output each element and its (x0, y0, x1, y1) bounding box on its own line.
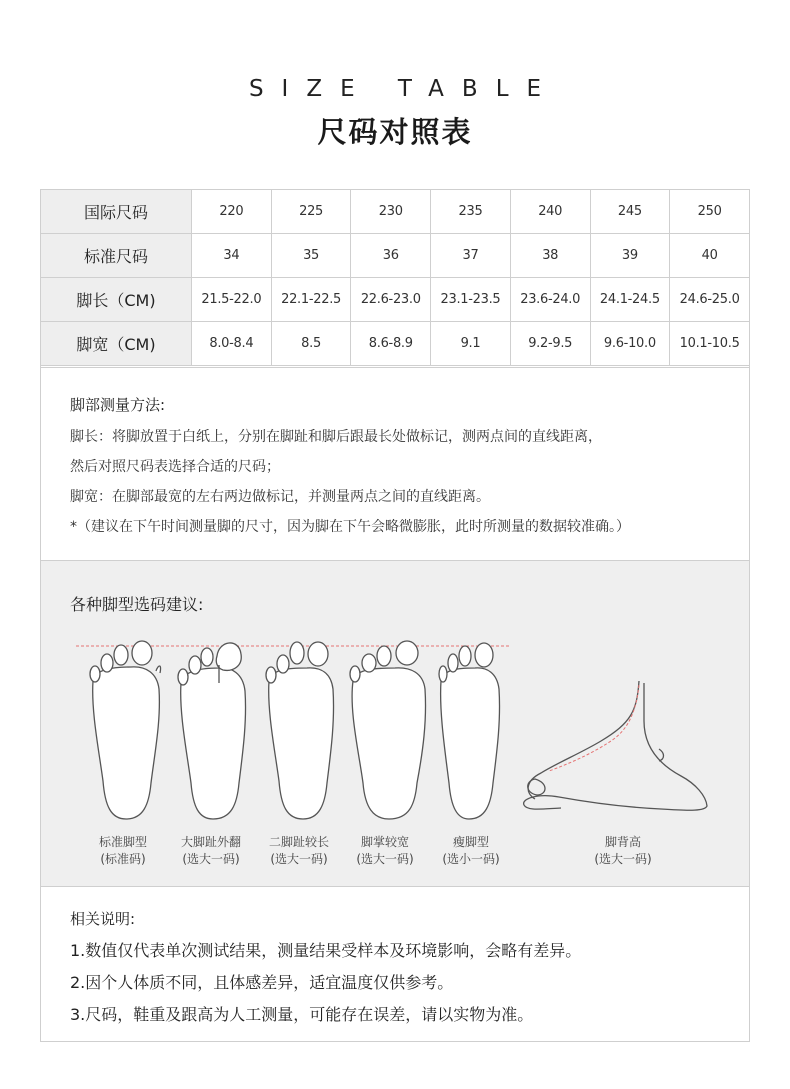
standard-foot-icon (90, 641, 161, 819)
foot-type-advice: (选大一码) (182, 852, 240, 866)
foot-type-name: 二脚趾较长 (268, 835, 329, 849)
size-cell: 8.6-8.9 (351, 322, 431, 366)
page-title-en: SIZE TABLE (248, 76, 560, 102)
size-cell: 23.1-23.5 (431, 278, 511, 322)
measure-line: *（建议在下午时间测量脚的尺寸，因为脚在下午会略微膨胀，此时所测量的数据较准确。） (70, 519, 630, 535)
size-cell: 37 (431, 234, 511, 278)
size-cell: 39 (590, 234, 670, 278)
bunion-foot-icon (178, 643, 246, 819)
note-line: 1.数值仅代表单次测试结果，测量结果受样本及环境影响，会略有差异。 (70, 941, 582, 960)
foot-type-name: 脚掌较宽 (360, 835, 409, 849)
size-table-row (41, 322, 750, 366)
size-cell: 38 (510, 234, 590, 278)
size-cell: 220 (192, 190, 272, 234)
note-line: 3.尺码，鞋重及跟高为人工测量，可能存在误差，请以实物为准。 (70, 1005, 534, 1024)
long-second-toe-foot-icon (266, 642, 334, 819)
foot-type-advice: (标准码) (100, 852, 146, 866)
size-cell: 23.6-24.0 (510, 278, 590, 322)
size-cell: 24.1-24.5 (590, 278, 670, 322)
size-cell: 35 (271, 234, 351, 278)
size-cell: 10.1-10.5 (670, 322, 750, 366)
measure-method-section (41, 367, 749, 560)
measure-line: 脚宽：在脚部最宽的左右两边做标记，并测量两点之间的直线距离。 (70, 489, 490, 505)
foot-types-heading: 各种脚型选码建议: (70, 595, 204, 614)
foot-type-caption (421, 834, 521, 868)
size-cell: 235 (431, 190, 511, 234)
size-table-row (41, 234, 750, 278)
size-row-label: 标准尺码 (41, 234, 192, 278)
notes-heading: 相关说明: (70, 910, 136, 928)
page-title: 尺码对照表 (317, 115, 473, 149)
size-cell: 22.6-23.0 (351, 278, 431, 322)
size-row-label: 脚长（CM) (41, 278, 192, 322)
foot-type-caption (73, 834, 173, 868)
foot-type-name: 脚背高 (604, 835, 641, 849)
foot-type-advice: (选大一码) (356, 852, 414, 866)
size-cell: 8.0-8.4 (192, 322, 272, 366)
note-line: 2.因个人体质不同，且体感差异，适宜温度仅供参考。 (70, 973, 454, 992)
size-cell: 9.1 (431, 322, 511, 366)
notes-section (41, 886, 749, 1041)
size-cell: 36 (351, 234, 431, 278)
size-cell: 22.1-22.5 (271, 278, 351, 322)
size-row-label: 脚宽（CM) (41, 322, 192, 366)
measure-heading: 脚部测量方法: (70, 396, 166, 414)
size-cell: 24.6-25.0 (670, 278, 750, 322)
size-cell: 8.5 (271, 322, 351, 366)
foot-type-caption (335, 834, 435, 868)
wide-foot-icon (350, 641, 426, 819)
size-cell: 230 (351, 190, 431, 234)
measure-line: 然后对照尺码表选择合适的尺码； (70, 459, 280, 475)
size-cell: 9.2-9.5 (510, 322, 590, 366)
size-cell: 245 (590, 190, 670, 234)
foot-type-caption (249, 834, 349, 868)
size-cell: 21.5-22.0 (192, 278, 272, 322)
foot-type-caption (161, 834, 261, 868)
size-table (40, 189, 750, 366)
slim-foot-icon (439, 643, 500, 819)
size-cell: 240 (510, 190, 590, 234)
size-row-label: 国际尺码 (41, 190, 192, 234)
size-cell: 34 (192, 234, 272, 278)
foot-types-section (41, 560, 749, 887)
foot-type-name: 大脚趾外翻 (180, 835, 241, 849)
foot-type-name: 标准脚型 (98, 835, 147, 849)
size-table-row (41, 278, 750, 322)
foot-type-advice: (选大一码) (270, 852, 328, 866)
size-table-row (41, 190, 750, 234)
foot-type-advice: (选小一码) (442, 852, 500, 866)
measure-line: 脚长：将脚放置于白纸上，分别在脚趾和脚后跟最长处做标记，测两点间的直线距离， (70, 429, 602, 445)
high-instep-foot-icon (524, 681, 707, 810)
foot-type-caption (573, 834, 673, 868)
foot-type-advice: (选大一码) (594, 852, 652, 866)
size-cell: 40 (670, 234, 750, 278)
foot-type-name: 瘦脚型 (452, 835, 489, 849)
size-cell: 225 (271, 190, 351, 234)
size-cell: 9.6-10.0 (590, 322, 670, 366)
size-cell: 250 (670, 190, 750, 234)
